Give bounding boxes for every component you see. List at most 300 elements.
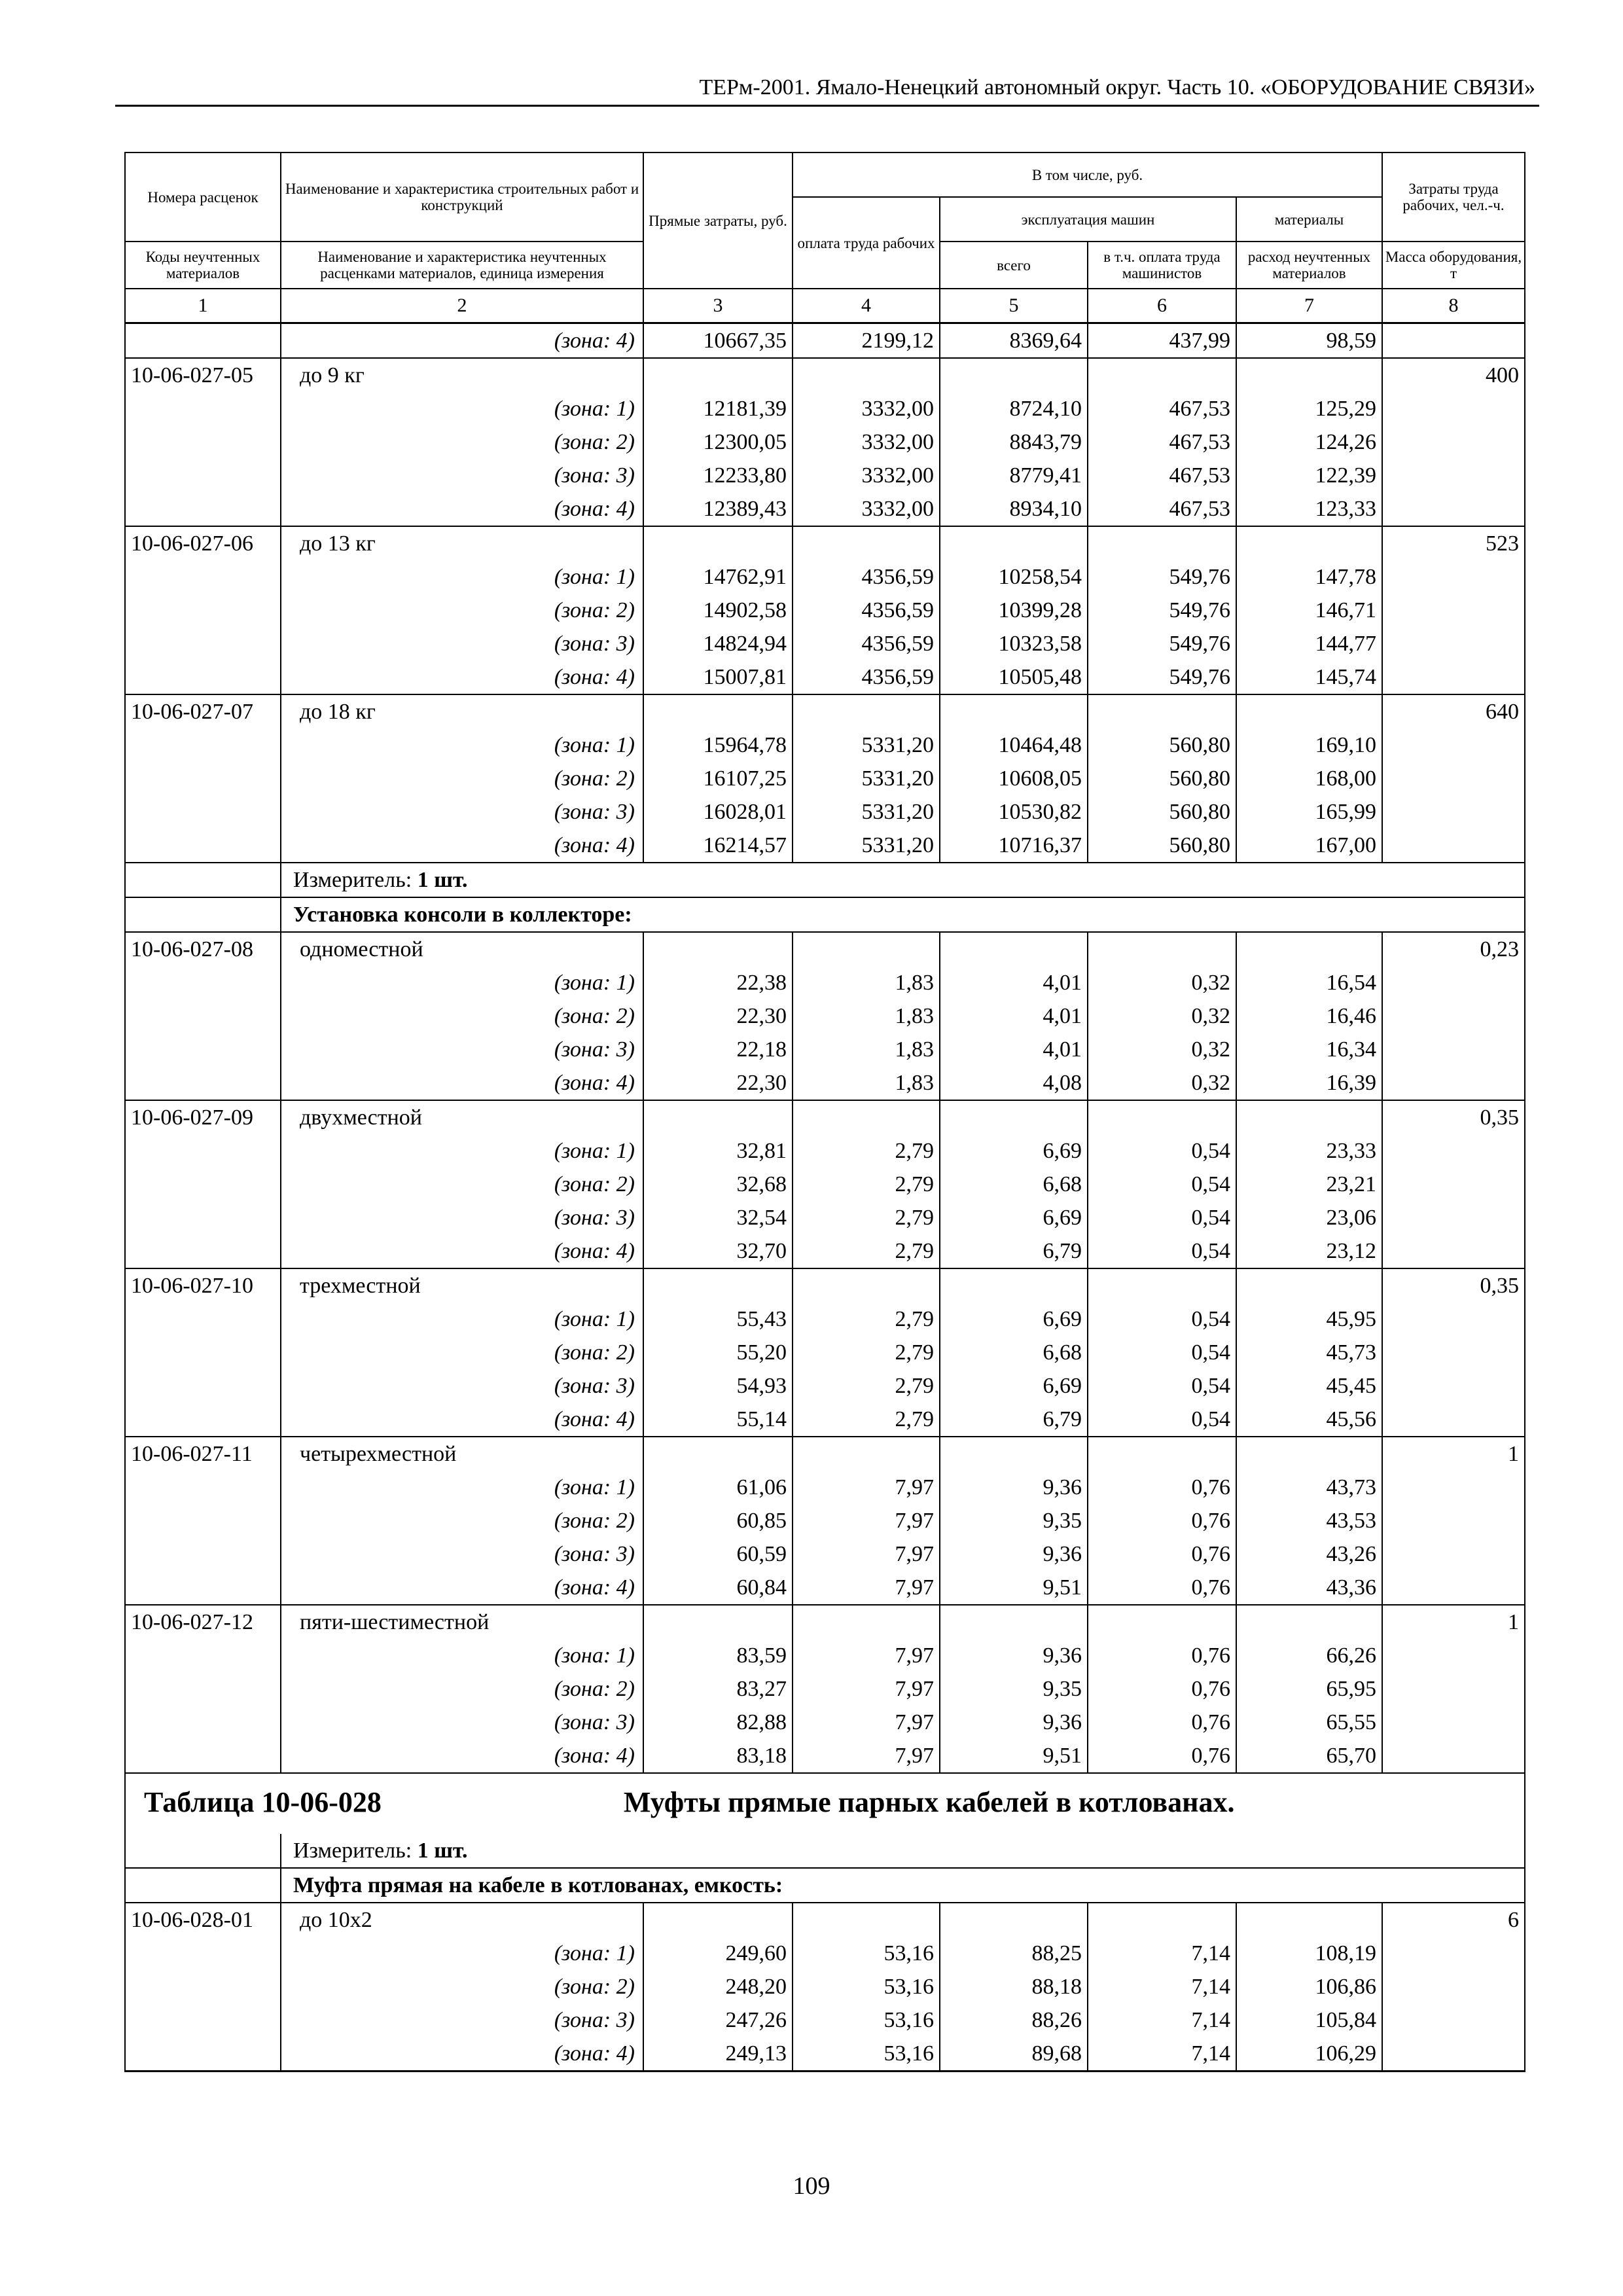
code-cell [125, 1403, 281, 1437]
code-cell [125, 1234, 281, 1268]
code-cell [125, 1168, 281, 1201]
zone-row [125, 1033, 1525, 1066]
value-cell [1088, 1100, 1236, 1134]
value-cell: 9,36 [940, 1471, 1088, 1504]
value-cell: 0,76 [1088, 1571, 1236, 1605]
rate-name: трехместной [281, 1268, 643, 1302]
value-cell [940, 358, 1088, 392]
value-cell: 54,93 [643, 1369, 793, 1403]
mass-cell [1382, 1369, 1525, 1403]
value-cell: 3332,00 [793, 492, 940, 526]
value-cell [793, 932, 940, 966]
value-cell: 2,79 [793, 1302, 940, 1336]
value-cell: 0,32 [1088, 999, 1236, 1033]
running-header-title: ТЕРм-2001. Ямало-Ненецкий автономный округ. Часть 10. «ОБОРУДОВАНИЕ СВЯЗИ» [699, 75, 1535, 99]
value-cell: 53,16 [793, 2003, 940, 2037]
value-cell: 66,26 [1236, 1639, 1382, 1672]
value-cell: 4,08 [940, 1066, 1088, 1100]
zone-row [125, 660, 1525, 694]
value-cell: 7,97 [793, 1571, 940, 1605]
rate-name: до 18 кг [281, 694, 643, 728]
value-cell: 23,12 [1236, 1234, 1382, 1268]
zone-row [125, 1937, 1525, 1970]
mass-cell [1382, 594, 1525, 627]
code-cell [125, 728, 281, 762]
value-cell: 43,36 [1236, 1571, 1382, 1605]
value-cell: 88,25 [940, 1937, 1088, 1970]
value-cell: 249,60 [643, 1937, 793, 1970]
code-cell [125, 1834, 281, 1868]
rate-name: пяти-шестиместной [281, 1605, 643, 1639]
value-cell: 65,55 [1236, 1706, 1382, 1739]
mass-cell [1382, 1537, 1525, 1571]
running-header [115, 71, 1539, 107]
value-cell: 15964,78 [643, 728, 793, 762]
value-cell: 65,95 [1236, 1672, 1382, 1706]
value-cell: 4356,59 [793, 627, 940, 660]
column-number: 3 [643, 289, 793, 323]
rate-item-row [125, 1100, 1525, 1134]
zone-row [125, 1066, 1525, 1100]
equipment-mass: 0,23 [1382, 932, 1525, 966]
zone-row [125, 1403, 1525, 1437]
measure-row-text [281, 863, 1525, 897]
equipment-mass: 0,35 [1382, 1100, 1525, 1134]
col-header-operator-pay: в т.ч. оплата труда машинистов [1088, 242, 1236, 289]
mass-cell [1382, 1970, 1525, 2003]
code-cell [125, 1706, 281, 1739]
value-cell: 0,54 [1088, 1336, 1236, 1369]
value-cell: 7,97 [793, 1537, 940, 1571]
section-heading [125, 1868, 1525, 1903]
value-cell [1088, 932, 1236, 966]
value-cell: 6,69 [940, 1302, 1088, 1336]
zone-row [125, 1168, 1525, 1201]
value-cell: 23,33 [1236, 1134, 1382, 1168]
code-cell [125, 863, 281, 897]
page-number: 109 [793, 2172, 830, 2200]
zone-row [125, 2037, 1525, 2072]
value-cell: 8779,41 [940, 459, 1088, 492]
value-cell: 0,76 [1088, 1672, 1236, 1706]
zone-label: (зона: 3) [281, 1369, 643, 1403]
value-cell [1236, 526, 1382, 560]
zone-row [125, 1706, 1525, 1739]
zone-row [125, 1471, 1525, 1504]
value-cell: 5331,20 [793, 829, 940, 863]
mass-cell [1382, 1234, 1525, 1268]
mass-cell [1382, 627, 1525, 660]
rates-table-body [125, 323, 1525, 2072]
value-cell: 7,97 [793, 1739, 940, 1773]
code-cell [125, 425, 281, 459]
column-number: 4 [793, 289, 940, 323]
rate-item-row [125, 526, 1525, 560]
value-cell [940, 526, 1088, 560]
value-cell: 16,54 [1236, 966, 1382, 999]
mass-cell [1382, 2003, 1525, 2037]
value-cell [940, 694, 1088, 728]
value-cell: 65,70 [1236, 1739, 1382, 1773]
value-cell: 3332,00 [793, 459, 940, 492]
column-number: 7 [1236, 289, 1382, 323]
value-cell: 5331,20 [793, 795, 940, 829]
col-header-machines: эксплуатация машин [940, 197, 1236, 242]
value-cell: 0,32 [1088, 966, 1236, 999]
value-cell: 16,39 [1236, 1066, 1382, 1100]
zone-label: (зона: 4) [281, 1234, 643, 1268]
value-cell: 43,53 [1236, 1504, 1382, 1537]
zone-row [125, 829, 1525, 863]
value-cell [1236, 1903, 1382, 1937]
value-cell: 7,14 [1088, 1937, 1236, 1970]
value-cell: 560,80 [1088, 728, 1236, 762]
value-cell: 106,86 [1236, 1970, 1382, 2003]
mass-cell [1382, 560, 1525, 594]
column-number: 2 [281, 289, 643, 323]
zone-label: (зона: 1) [281, 1302, 643, 1336]
value-cell [1236, 1437, 1382, 1471]
mass-cell [1382, 392, 1525, 425]
code-cell [125, 627, 281, 660]
equipment-mass: 0,35 [1382, 1268, 1525, 1302]
value-cell: 0,54 [1088, 1403, 1236, 1437]
value-cell: 1,83 [793, 1033, 940, 1066]
zone-label: (зона: 1) [281, 392, 643, 425]
zone-row [125, 999, 1525, 1033]
value-cell: 55,43 [643, 1302, 793, 1336]
value-cell: 16214,57 [643, 829, 793, 863]
value-cell: 6,69 [940, 1369, 1088, 1403]
rate-code: 10-06-028-01 [125, 1903, 281, 1937]
mass-cell [1382, 1471, 1525, 1504]
value-cell [1236, 1100, 1382, 1134]
code-cell [125, 459, 281, 492]
value-cell [1088, 358, 1236, 392]
mass-cell [1382, 425, 1525, 459]
value-cell [940, 1437, 1088, 1471]
col-header-material-codes: Коды неучтенных материалов [125, 242, 281, 289]
value-cell: 88,18 [940, 1970, 1088, 2003]
value-cell: 53,16 [793, 1970, 940, 2003]
value-cell: 145,74 [1236, 660, 1382, 694]
code-cell [125, 1868, 281, 1903]
code-cell [125, 1369, 281, 1403]
zone-row [125, 966, 1525, 999]
measure-label: Измеритель: [293, 868, 418, 892]
col-header-direct-costs: Прямые затраты, руб. [643, 152, 793, 289]
value-cell: 9,36 [940, 1639, 1088, 1672]
value-cell: 7,14 [1088, 2003, 1236, 2037]
value-cell [1088, 694, 1236, 728]
value-cell: 0,76 [1088, 1471, 1236, 1504]
zone-row [125, 594, 1525, 627]
code-cell [125, 1336, 281, 1369]
value-cell: 10716,37 [940, 829, 1088, 863]
equipment-mass: 400 [1382, 358, 1525, 392]
value-cell: 467,53 [1088, 459, 1236, 492]
code-cell [125, 1471, 281, 1504]
zone-label: (зона: 3) [281, 1201, 643, 1234]
value-cell: 60,59 [643, 1537, 793, 1571]
value-cell: 124,26 [1236, 425, 1382, 459]
value-cell: 55,14 [643, 1403, 793, 1437]
value-cell: 14762,91 [643, 560, 793, 594]
value-cell: 4356,59 [793, 594, 940, 627]
value-cell: 10667,35 [643, 323, 793, 359]
value-cell: 10464,48 [940, 728, 1088, 762]
value-cell: 9,51 [940, 1739, 1088, 1773]
zone-row [125, 1302, 1525, 1336]
value-cell [1088, 1605, 1236, 1639]
value-cell: 0,54 [1088, 1302, 1236, 1336]
zone-row [125, 1134, 1525, 1168]
rate-code: 10-06-027-05 [125, 358, 281, 392]
rate-item-row [125, 932, 1525, 966]
value-cell: 3332,00 [793, 392, 940, 425]
code-cell [125, 1134, 281, 1168]
col-header-material-usage: расход неучтенных материалов [1236, 242, 1382, 289]
value-cell [940, 1903, 1088, 1937]
value-cell: 4,01 [940, 966, 1088, 999]
mass-cell [1382, 2037, 1525, 2072]
value-cell: 167,00 [1236, 829, 1382, 863]
value-cell: 549,76 [1088, 627, 1236, 660]
value-cell: 6,79 [940, 1234, 1088, 1268]
value-cell: 467,53 [1088, 492, 1236, 526]
mass-cell [1382, 1168, 1525, 1201]
value-cell: 7,97 [793, 1471, 940, 1504]
code-cell [125, 560, 281, 594]
mass-cell [1382, 1639, 1525, 1672]
mass-cell [1382, 762, 1525, 795]
value-cell [793, 1437, 940, 1471]
value-cell: 0,54 [1088, 1234, 1236, 1268]
measure-value: 1 шт. [417, 868, 468, 892]
value-cell: 10505,48 [940, 660, 1088, 694]
code-cell [125, 2037, 281, 2072]
mass-cell [1382, 1302, 1525, 1336]
value-cell [643, 1605, 793, 1639]
mass-cell [1382, 660, 1525, 694]
zone-label: (зона: 1) [281, 1937, 643, 1970]
value-cell [793, 526, 940, 560]
value-cell: 0,76 [1088, 1706, 1236, 1739]
value-cell: 43,26 [1236, 1537, 1382, 1571]
value-cell: 2,79 [793, 1168, 940, 1201]
value-cell: 105,84 [1236, 2003, 1382, 2037]
value-cell: 16107,25 [643, 762, 793, 795]
mass-cell [1382, 1504, 1525, 1537]
zone-label: (зона: 2) [281, 1672, 643, 1706]
value-cell: 0,54 [1088, 1201, 1236, 1234]
value-cell: 0,32 [1088, 1033, 1236, 1066]
value-cell: 23,21 [1236, 1168, 1382, 1201]
value-cell [1088, 1268, 1236, 1302]
value-cell: 0,54 [1088, 1369, 1236, 1403]
zone-label: (зона: 4) [281, 829, 643, 863]
value-cell: 146,71 [1236, 594, 1382, 627]
value-cell: 0,32 [1088, 1066, 1236, 1100]
zone-row [125, 425, 1525, 459]
section-heading-text: Муфта прямая на кабеле в котлованах, емкость: [281, 1868, 1525, 1903]
value-cell: 249,13 [643, 2037, 793, 2072]
value-cell: 60,84 [643, 1571, 793, 1605]
zone-row [125, 560, 1525, 594]
zone-row [125, 492, 1525, 526]
carry-over-row [125, 323, 1525, 359]
value-cell: 82,88 [643, 1706, 793, 1739]
column-number: 6 [1088, 289, 1236, 323]
value-cell: 61,06 [643, 1471, 793, 1504]
code-cell [125, 966, 281, 999]
rate-item-row [125, 1903, 1525, 1937]
section-heading-text: Установка консоли в коллекторе: [281, 897, 1525, 932]
table-number: Таблица 10-06-028 [144, 1786, 382, 1818]
rate-code: 10-06-027-11 [125, 1437, 281, 1471]
value-cell: 2,79 [793, 1403, 940, 1437]
col-header-materials: материалы [1236, 197, 1382, 242]
value-cell: 108,19 [1236, 1937, 1382, 1970]
column-number: 8 [1382, 289, 1525, 323]
value-cell: 2,79 [793, 1201, 940, 1234]
mass-cell [1382, 1134, 1525, 1168]
mass-cell [1382, 829, 1525, 863]
rate-name: двухместной [281, 1100, 643, 1134]
code-cell [125, 392, 281, 425]
value-cell: 147,78 [1236, 560, 1382, 594]
value-cell: 560,80 [1088, 829, 1236, 863]
rate-item-row [125, 1437, 1525, 1471]
mass-cell [1382, 795, 1525, 829]
mass-cell [1382, 1672, 1525, 1706]
measure-label: Измеритель: [293, 1839, 418, 1863]
value-cell [643, 1437, 793, 1471]
zone-label: (зона: 2) [281, 594, 643, 627]
code-cell [125, 1302, 281, 1336]
zone-label: (зона: 1) [281, 1471, 643, 1504]
value-cell: 16,46 [1236, 999, 1382, 1033]
value-cell: 8934,10 [940, 492, 1088, 526]
value-cell: 7,97 [793, 1504, 940, 1537]
value-cell [793, 1903, 940, 1937]
zone-label: (зона: 3) [281, 1033, 643, 1066]
mass-cell [1382, 1336, 1525, 1369]
zone-label: (зона: 1) [281, 966, 643, 999]
value-cell: 32,81 [643, 1134, 793, 1168]
zone-label: (зона: 2) [281, 999, 643, 1033]
value-cell: 9,51 [940, 1571, 1088, 1605]
rate-code: 10-06-027-07 [125, 694, 281, 728]
col-header-including: В том числе, руб. [793, 152, 1382, 197]
value-cell: 2,79 [793, 1369, 940, 1403]
table-title-row [125, 1773, 1525, 1834]
value-cell: 83,18 [643, 1739, 793, 1773]
value-cell: 106,29 [1236, 2037, 1382, 2072]
value-cell [643, 526, 793, 560]
zone-label: (зона: 4) [281, 2037, 643, 2072]
value-cell [643, 1268, 793, 1302]
value-cell [793, 1100, 940, 1134]
zone-row [125, 1672, 1525, 1706]
rate-name: до 13 кг [281, 526, 643, 560]
value-cell: 6,79 [940, 1403, 1088, 1437]
value-cell: 10399,28 [940, 594, 1088, 627]
value-cell: 22,18 [643, 1033, 793, 1066]
value-cell: 98,59 [1236, 323, 1382, 359]
measure-row [125, 1834, 1525, 1868]
rate-name: одноместной [281, 932, 643, 966]
rate-item-row [125, 1268, 1525, 1302]
value-cell [793, 358, 940, 392]
zone-label: (зона: 2) [281, 1504, 643, 1537]
zone-label: (зона: 4) [281, 323, 643, 359]
code-cell [125, 492, 281, 526]
value-cell: 0,54 [1088, 1134, 1236, 1168]
section-heading [125, 897, 1525, 932]
code-cell [125, 1201, 281, 1234]
value-cell: 2,79 [793, 1336, 940, 1369]
value-cell: 247,26 [643, 2003, 793, 2037]
value-cell: 4,01 [940, 999, 1088, 1033]
code-cell [125, 1537, 281, 1571]
zone-label: (зона: 2) [281, 425, 643, 459]
value-cell: 14824,94 [643, 627, 793, 660]
value-cell: 560,80 [1088, 795, 1236, 829]
value-cell: 12300,05 [643, 425, 793, 459]
value-cell [643, 1100, 793, 1134]
value-cell: 53,16 [793, 1937, 940, 1970]
mass-cell [1382, 1937, 1525, 1970]
value-cell: 9,35 [940, 1504, 1088, 1537]
value-cell: 45,73 [1236, 1336, 1382, 1369]
col-header-material-names: Наименование и характеристика неучтенных расценками материалов, единица измерения [281, 242, 643, 289]
value-cell: 0,54 [1088, 1168, 1236, 1201]
value-cell: 5331,20 [793, 762, 940, 795]
rate-code: 10-06-027-09 [125, 1100, 281, 1134]
value-cell: 0,76 [1088, 1504, 1236, 1537]
mass-cell [1382, 999, 1525, 1033]
value-cell [1236, 1268, 1382, 1302]
value-cell: 32,68 [643, 1168, 793, 1201]
table-title: Муфты прямые парных кабелей в котлованах. [623, 1786, 1235, 1818]
value-cell: 8724,10 [940, 392, 1088, 425]
value-cell [1236, 1605, 1382, 1639]
zone-label: (зона: 3) [281, 2003, 643, 2037]
value-cell [940, 1605, 1088, 1639]
zone-row [125, 1336, 1525, 1369]
value-cell: 4356,59 [793, 660, 940, 694]
zone-row [125, 762, 1525, 795]
value-cell: 144,77 [1236, 627, 1382, 660]
zone-row [125, 1571, 1525, 1605]
value-cell: 16028,01 [643, 795, 793, 829]
value-cell: 0,76 [1088, 1739, 1236, 1773]
rate-code: 10-06-027-12 [125, 1605, 281, 1639]
rate-name: до 9 кг [281, 358, 643, 392]
value-cell: 6,69 [940, 1201, 1088, 1234]
col-header-equipment-mass: Масса оборудования, т [1382, 242, 1525, 289]
zone-label: (зона: 4) [281, 1739, 643, 1773]
value-cell [1236, 358, 1382, 392]
rates-table [124, 152, 1525, 2072]
value-cell: 1,83 [793, 966, 940, 999]
mass-cell [1382, 1739, 1525, 1773]
zone-label: (зона: 1) [281, 728, 643, 762]
zone-label: (зона: 4) [281, 660, 643, 694]
zone-label: (зона: 4) [281, 1403, 643, 1437]
zone-label: (зона: 1) [281, 1134, 643, 1168]
